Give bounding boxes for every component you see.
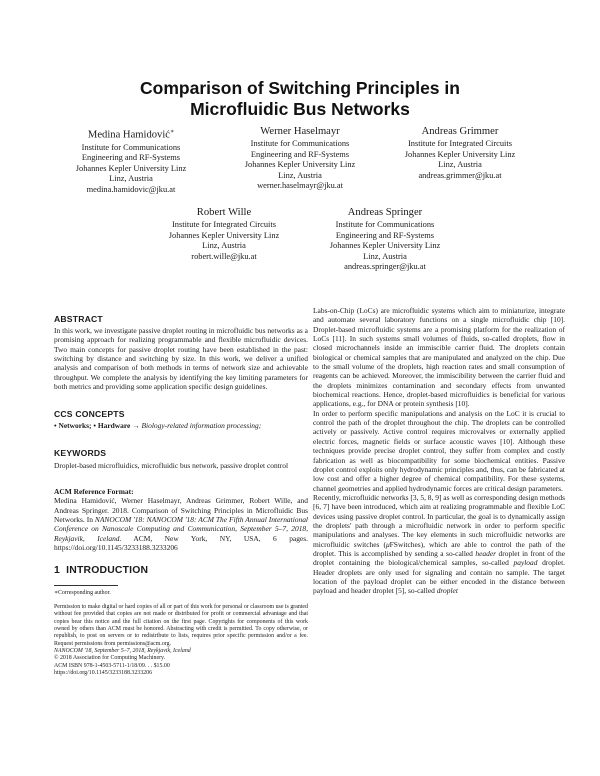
ccs-concept: Biology-related information processing; xyxy=(141,421,262,430)
author-affiliation: Johannes Kepler University Linz xyxy=(404,149,516,159)
author-name: Werner Haselmayr xyxy=(260,126,340,137)
acm-reference-text: Medina Hamidović, Werner Haselmayr, Andreas Grimmer, Robert Wille, and Andreas Springer. 2018. Comparison of Switching Principles in Microfluidic Bus Networks. In xyxy=(54,496,308,525)
author-block xyxy=(375,125,545,181)
author-block xyxy=(300,206,470,273)
author-block xyxy=(46,125,216,196)
author-affiliation: Engineering and RF-Systems xyxy=(335,230,435,240)
keywords-heading: KEYWORDS xyxy=(54,448,107,458)
author-location: Linz, Austria xyxy=(438,160,482,170)
ccs-arrow: → xyxy=(132,421,140,430)
author-name: Andreas Springer xyxy=(347,207,423,218)
author-affiliation: Johannes Kepler University Linz xyxy=(168,230,280,240)
author-email: werner.haselmayr@jku.at xyxy=(257,181,343,191)
author-affiliation: Institute for Communications xyxy=(81,142,181,152)
author-location: Linz, Austria xyxy=(278,170,322,180)
acm-reference-doi: ACM, New York, NY, USA, 6 pages. https://doi.org/10.1145/3233188.3233206 xyxy=(54,533,308,553)
author-block xyxy=(139,206,309,262)
ccs-hardware: • Hardware xyxy=(93,421,131,430)
permission-text: Permission to make digital or hard copies of all or part of this work for personal or classroom use is granted without fee provided that copies are not made or distributed for profit or commercial advantage and that copies bear this notice and the full citation on the first page. Copyrights for components of this work owned by others than ACM must be honored. Abstracting with credit is permitted. To copy otherwise, or republish, to post on servers or to redistribute to lists, requires prior specific permission and/or a fee. Request permissions from permissions@acm.org. xyxy=(54,604,308,647)
abstract-text: In this work, we investigate passive droplet routing in microfluidic bus networks as a promising approach for realizing programmable and flexible microfluidic devices. Two main concepts for passive droplet routing have been established in the past: switching by distance and switching by size. In this work, we deliver a unified analysis and comparison of both methods in terms of network size and achievable throughput. We complete the analysis by identifying the key limiting parameters for both metrics and providing some application specific design guidelines. xyxy=(54,326,308,392)
paragraph: Labs-on-Chip (LoCs) are microfluidic systems which aim to miniaturize, integrate and automate several laboratory functions on a single microfluidic chip [10]. Droplet-based microfluidic systems are a promising platform for the realization of LoCs [11]. In such systems small volumes of fluids, so-called droplets, flow in closed microchannels inside an immiscible carrier fluid. The droplets contain biological or chemical samples that are manipulated and analyzed on the chip. Due to the small volume of the droplets, high reaction rates and small consumption of reagents can be achieved. Moreover, the immiscibility between the carrier fluid and the droplets minimizes contamination and secondary effects from unwanted biochemical reactions. Hence, droplet-based microfluidics is beneficial for various applications, e.g., for DNA or protein synthesis [10]. xyxy=(313,306,565,409)
paper-title xyxy=(0,78,600,120)
author-affiliation: Johannes Kepler University Linz xyxy=(329,241,441,251)
author-affiliation: Institute for Communications xyxy=(250,139,350,148)
paragraph: In order to perform specific manipulations and analysis on the LoC it is crucial to control the path of the droplet throughout the chip. The droplets can be controlled actively or passively. Active control requires microvalves or externally applied electric forces, magnetic fields or surface acoustic waves [10]. Although these techniques provide precise droplet control, they suffer from complex and costly fabrication as well as biocompatibility for some biochemical entities. Passive droplet control exploits only hydrodynamic principles and, thus, can be fabricated at low cost and offer a higher degree of chemical compatibility. For these systems, channel geometries and applied hydrodynamic forces are critical design parameters. xyxy=(313,408,565,493)
author-affiliation: Institute for Integrated Circuits xyxy=(172,220,276,229)
section-number: 1 xyxy=(54,565,60,576)
author-affiliation: Institute for Integrated Circuits xyxy=(408,139,512,148)
author-name: Medina Hamidović∗ xyxy=(87,129,175,141)
author-email: andreas.grimmer@jku.at xyxy=(418,170,502,180)
author-email: medina.hamidovic@jku.at xyxy=(86,184,176,194)
footnote-venue: NANOCOM '18, September 5–7, 2018, Reykjavik, Iceland xyxy=(54,648,191,655)
author-name: Robert Wille xyxy=(196,207,252,218)
title-line-2: Microfluidic Bus Networks xyxy=(190,99,410,119)
author-location: Linz, Austria xyxy=(363,251,407,261)
author-email: andreas.springer@jku.at xyxy=(344,262,426,272)
acm-reference-heading: ACM Reference Format: xyxy=(54,487,134,496)
author-affiliation: Institute for Communications xyxy=(335,220,435,229)
right-column-body xyxy=(313,306,565,596)
author-location: Linz, Austria xyxy=(109,174,153,184)
abstract-heading: ABSTRACT xyxy=(54,314,103,324)
footnote-isbn: ACM ISBN 978-1-4503-5711-1/18/09. . . $15.00 xyxy=(54,662,170,669)
footnote-corresponding: ∗Corresponding author. xyxy=(54,590,111,596)
acm-reference xyxy=(54,487,308,552)
ccs-concepts xyxy=(54,421,308,430)
author-affiliation: Johannes Kepler University Linz xyxy=(75,163,187,173)
paragraph: Recently, microfluidic networks [3, 5, 8, 9] as well as corresponding design methods [6, 7] have been introduced, which aim at realizing programmable and flexible LoC devices using passive droplet control. In particular, the goal is to dynamically assign the droplets' path through a microfluidic network in order to perform specific manipulations and analyses. The key elements in such microfluidic networks are microfluidic switches (μFSwitches), which are able to control the path of the droplet. This is accomplished by sending a so-called header droplet in front of the droplet containing the biological/chemical samples, so-called payload droplet. Header droplets are only used for signaling and contain no sample. The target location of the payload droplet can be either encoded in the distance between payload and header droplet [5], so-called droplet xyxy=(313,492,566,596)
footnote-rule xyxy=(54,585,118,586)
author-email: robert.wille@jku.at xyxy=(191,251,257,261)
footnote-doi: https://doi.org/10.1145/3233188.3233206 xyxy=(54,670,153,677)
permission-block xyxy=(54,604,308,677)
author-block xyxy=(215,125,385,192)
author-affiliation: Engineering and RF-Systems xyxy=(250,149,350,159)
ccs-heading: CCS CONCEPTS xyxy=(54,409,125,419)
author-affiliation: Engineering and RF-Systems xyxy=(81,153,181,163)
footnote-copyright: © 2018 Association for Computing Machinery. xyxy=(54,655,166,662)
author-location: Linz, Austria xyxy=(202,241,246,251)
author-name: Andreas Grimmer xyxy=(421,126,499,137)
title-line-1: Comparison of Switching Principles in xyxy=(140,78,460,98)
author-affiliation: Johannes Kepler University Linz xyxy=(244,160,356,170)
section-title: INTRODUCTION xyxy=(66,565,149,576)
section-heading-introduction xyxy=(54,565,148,576)
acm-reference-venue: NANOCOM '18: NANOCOM '18: ACM The Fifth Annual International Conference on Nanoscale Computing and Communication, September 5–7, 2018, Reykjavik, Iceland. xyxy=(54,515,308,543)
keywords-text: Droplet-based microfluidics, microfluidic bus network, passive droplet control xyxy=(54,461,289,470)
ccs-networks: • Networks; xyxy=(54,421,92,430)
